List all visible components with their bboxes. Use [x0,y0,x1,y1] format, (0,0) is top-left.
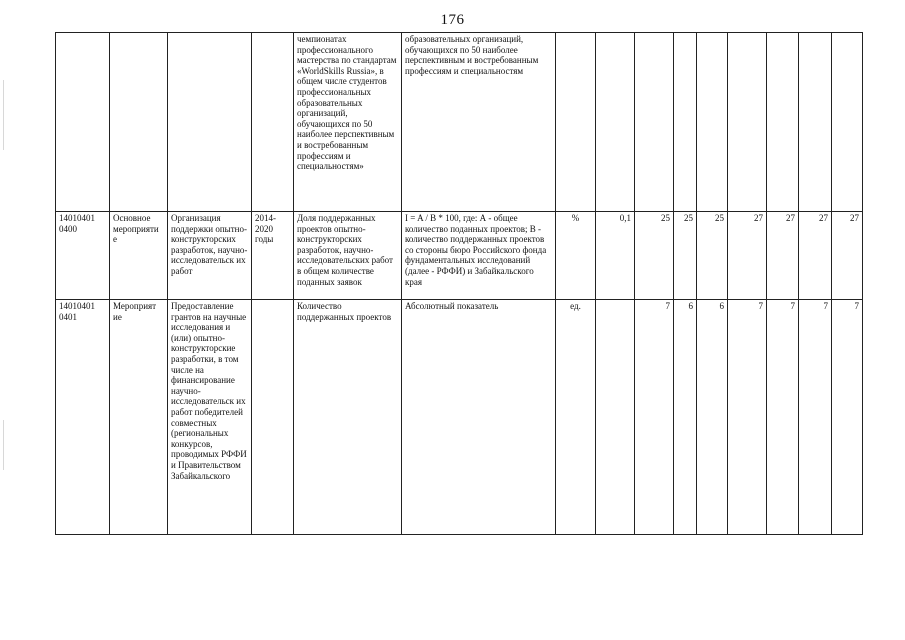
cell-unit [556,33,596,212]
cell-value: 6 [697,300,728,535]
cell-unit: ед. [556,300,596,535]
cell-value: 7 [832,300,863,535]
cell-indicator: Количество поддержанных проектов [294,300,402,535]
cell-value: 7 [728,300,767,535]
cell-value [697,33,728,212]
indicators-table [55,32,863,535]
cell-method: Абсолютный показатель [402,300,556,535]
cell-value [832,33,863,212]
cell-unit: % [556,212,596,300]
cell-name: Предоставление грантов на научные исследования и (или) опытно-конструкторские разработки, в том числе на финансирование научно-исследовательск их работ победителей совместных (региональных конкурсов, проводимых РФФИ и Правительством Забайкальского [168,300,252,535]
cell-indicator: чемпионатах профессионального мастерства по стандартам «WorldSkills Russia», в общем числе студентов профессиональных образовательных организаций, обучающихся по 50 наиболее перспективным и востребованным профессиям и специальностям» [294,33,402,212]
cell-value [674,33,697,212]
cell-name: Организация поддержки опытно-конструкторских разработок, научно-исследовательск их работ [168,212,252,300]
cell-type [110,33,168,212]
scan-edge-mark [3,80,4,150]
cell-value [767,33,799,212]
cell-name [168,33,252,212]
cell-indicator: Доля поддержанных проектов опытно-конструкторских разработок, научно-исследовательских работ в общем количестве поданных заявок [294,212,402,300]
cell-period [252,33,294,212]
cell-value [635,33,674,212]
cell-type: Мероприят ие [110,300,168,535]
cell-value: 27 [832,212,863,300]
page-number: 176 [440,12,465,28]
cell-value: 25 [635,212,674,300]
cell-period: 2014-2020 годы [252,212,294,300]
cell-value [799,33,832,212]
table-row [56,300,863,535]
cell-value: 25 [674,212,697,300]
cell-type: Основное мероприяти е [110,212,168,300]
cell-value: 7 [635,300,674,535]
cell-value: 25 [697,212,728,300]
cell-value [596,33,635,212]
cell-value: 7 [799,300,832,535]
cell-value: 27 [799,212,832,300]
cell-method: образовательных организаций, обучающихся по 50 наиболее перспективным и востребованным профессиям и специальностям [402,33,556,212]
table-row [56,212,863,300]
cell-code: 14010401 0401 [56,300,110,535]
table-row [56,33,863,212]
cell-method: I = A / B * 100, где: А - общее количество поданных проектов; В - количество поддержанных проектов со стороны бюро Российского фонда фундаментальных исследований (далее - РФФИ) и Забайкальского края [402,212,556,300]
cell-value: 27 [767,212,799,300]
cell-period [252,300,294,535]
cell-code: 14010401 0400 [56,212,110,300]
cell-value: 7 [767,300,799,535]
cell-value [728,33,767,212]
cell-value: 6 [674,300,697,535]
cell-value: 0,1 [596,212,635,300]
cell-value [596,300,635,535]
scan-edge-mark [3,420,4,470]
cell-value: 27 [728,212,767,300]
cell-code [56,33,110,212]
